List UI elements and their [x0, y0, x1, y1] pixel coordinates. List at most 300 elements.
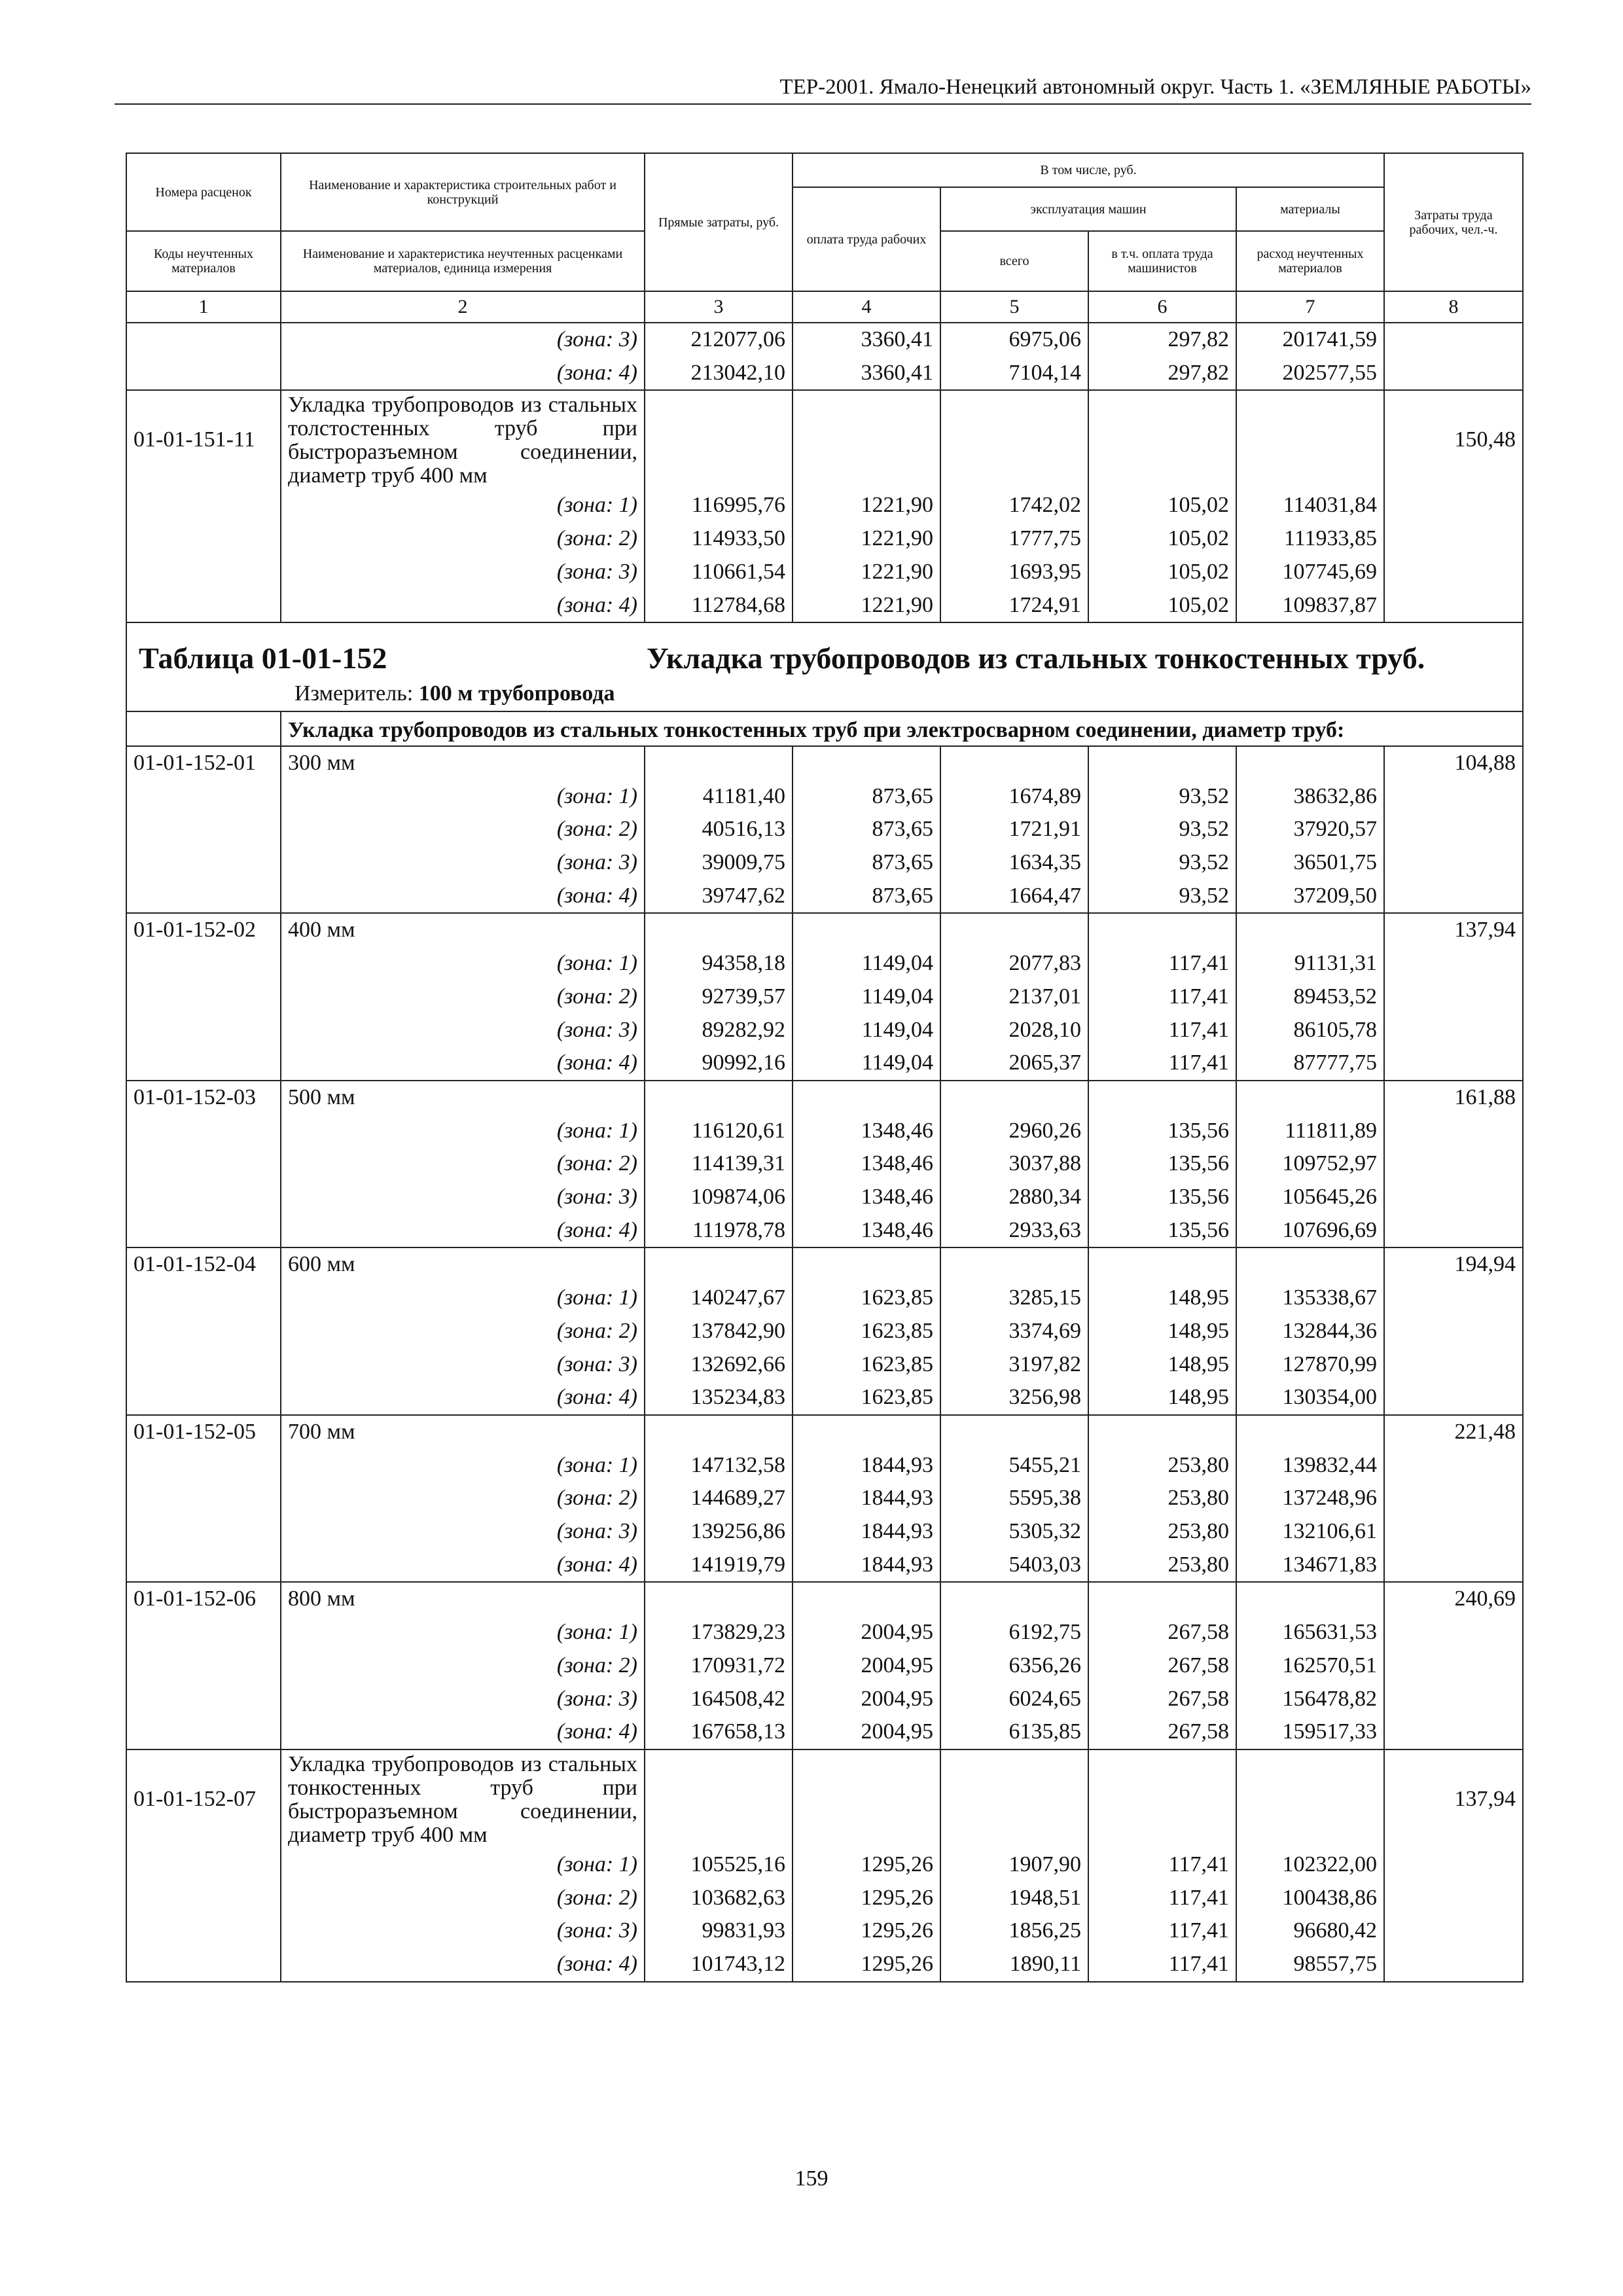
materials: 127870,99 [1236, 1348, 1384, 1382]
table-row [126, 1649, 1523, 1683]
empty-cell [645, 1081, 793, 1115]
rate-code-cell [126, 1549, 281, 1583]
rate-code-cell [126, 1214, 281, 1248]
zone-label: (зона: 3) [281, 323, 645, 357]
rate-code-cell [126, 556, 281, 589]
table-row [126, 323, 1523, 357]
machines-total: 1724,91 [940, 589, 1088, 623]
header-materials: материалы [1236, 187, 1384, 231]
machinist-wages: 267,58 [1088, 1683, 1236, 1716]
empty-cell [1088, 1582, 1236, 1616]
empty-cell [793, 1582, 940, 1616]
labor-cost-cell [1384, 1381, 1523, 1415]
materials: 109837,87 [1236, 589, 1384, 623]
labor-cost-cell [1384, 1848, 1523, 1882]
machines-total: 1948,51 [940, 1882, 1088, 1915]
direct-cost: 90992,16 [645, 1047, 793, 1081]
labor-cost-cell [1384, 1715, 1523, 1749]
rate-code-cell [126, 489, 281, 522]
direct-cost: 137842,90 [645, 1315, 793, 1348]
table-meter [139, 675, 1510, 711]
table-row [126, 1315, 1523, 1348]
wages: 1221,90 [793, 522, 940, 556]
machinist-wages: 253,80 [1088, 1482, 1236, 1515]
machinist-wages: 253,80 [1088, 1449, 1236, 1482]
machinist-wages: 135,56 [1088, 1181, 1236, 1214]
direct-cost: 39009,75 [645, 846, 793, 880]
machines-total: 3374,69 [940, 1315, 1088, 1348]
direct-cost: 164508,42 [645, 1683, 793, 1716]
materials: 201741,59 [1236, 323, 1384, 357]
empty-cell [1236, 1081, 1384, 1115]
empty-cell [645, 913, 793, 947]
empty-cell [793, 1081, 940, 1115]
machinist-wages: 93,52 [1088, 780, 1236, 814]
rate-code-cell [126, 846, 281, 880]
rate-code: 01-01-152-02 [126, 913, 281, 947]
empty-cell [1088, 1749, 1236, 1848]
empty-cell [1088, 1247, 1236, 1282]
header-including: В том числе, руб. [793, 153, 1384, 187]
machines-total: 2933,63 [940, 1214, 1088, 1248]
direct-cost: 111978,78 [645, 1214, 793, 1248]
machinist-wages: 117,41 [1088, 980, 1236, 1014]
rate-code: 01-01-152-07 [126, 1749, 281, 1848]
direct-cost: 135234,83 [645, 1381, 793, 1415]
table-row [126, 1181, 1523, 1214]
direct-cost: 109874,06 [645, 1181, 793, 1214]
empty-cell [1088, 913, 1236, 947]
wages: 873,65 [793, 846, 940, 880]
table-row [126, 1616, 1523, 1649]
rate-description: 500 мм [281, 1081, 645, 1115]
rate-description: 400 мм [281, 913, 645, 947]
zone-label: (зона: 3) [281, 1181, 645, 1214]
rate-code-cell [126, 1914, 281, 1948]
wages: 1348,46 [793, 1181, 940, 1214]
labor-cost-cell [1384, 357, 1523, 391]
zone-label: (зона: 2) [281, 980, 645, 1014]
zone-label: (зона: 1) [281, 780, 645, 814]
empty-cell [645, 1749, 793, 1848]
machinist-wages: 93,52 [1088, 880, 1236, 914]
direct-cost: 92739,57 [645, 980, 793, 1014]
labor-cost-cell [1384, 1047, 1523, 1081]
zone-label: (зона: 4) [281, 357, 645, 391]
zone-label: (зона: 3) [281, 556, 645, 589]
machines-total: 5455,21 [940, 1449, 1088, 1482]
materials: 134671,83 [1236, 1549, 1384, 1583]
labor-cost-cell [1384, 1616, 1523, 1649]
table-row [126, 980, 1523, 1014]
machines-total: 2028,10 [940, 1014, 1088, 1047]
machines-total: 7104,14 [940, 357, 1088, 391]
rate-code: 01-01-151-11 [126, 390, 281, 489]
header-work-name: Наименование и характеристика строительных работ и конструкций [281, 153, 645, 231]
table-row [126, 947, 1523, 980]
machinist-wages: 267,58 [1088, 1715, 1236, 1749]
zone-label: (зона: 4) [281, 1715, 645, 1749]
rate-description: Укладка трубопроводов из стальных толстостенных труб при быстроразъемном соединении, диаметр труб 400 мм [281, 390, 645, 489]
machinist-wages: 267,58 [1088, 1616, 1236, 1649]
header-wages: оплата труда рабочих [793, 187, 940, 291]
machines-total: 3256,98 [940, 1381, 1088, 1415]
table-row [126, 1683, 1523, 1716]
machines-total: 6356,26 [940, 1649, 1088, 1683]
table-row [126, 780, 1523, 814]
table-row [126, 556, 1523, 589]
rate-code: 01-01-152-05 [126, 1415, 281, 1449]
materials: 202577,55 [1236, 357, 1384, 391]
table-row [126, 1515, 1523, 1549]
machines-total: 5403,03 [940, 1549, 1088, 1583]
zone-label: (зона: 4) [281, 1047, 645, 1081]
table-row [126, 1014, 1523, 1047]
direct-cost: 141919,79 [645, 1549, 793, 1583]
direct-cost: 170931,72 [645, 1649, 793, 1683]
wages: 3360,41 [793, 357, 940, 391]
machines-total: 1693,95 [940, 556, 1088, 589]
table-row [126, 846, 1523, 880]
labor-cost-cell [1384, 980, 1523, 1014]
direct-cost: 103682,63 [645, 1882, 793, 1915]
labor-cost-cell [1384, 489, 1523, 522]
machinist-wages: 297,82 [1088, 323, 1236, 357]
table-label: Таблица 01-01-152 [139, 641, 387, 675]
page-number: 159 [794, 2166, 829, 2191]
labor-cost: 150,48 [1384, 390, 1523, 489]
column-number: 1 [126, 291, 281, 323]
machines-total: 1634,35 [940, 846, 1088, 880]
labor-cost-cell [1384, 1147, 1523, 1181]
machines-total: 3037,88 [940, 1147, 1088, 1181]
zone-label: (зона: 1) [281, 1848, 645, 1882]
labor-cost-cell [1384, 522, 1523, 556]
empty-cell [940, 746, 1088, 780]
column-number: 8 [1384, 291, 1523, 323]
materials: 36501,75 [1236, 846, 1384, 880]
table-row [126, 1147, 1523, 1181]
wages: 1295,26 [793, 1948, 940, 1982]
rate-code-cell [126, 1616, 281, 1649]
rate-code-cell [126, 1381, 281, 1415]
table-row [126, 1282, 1523, 1315]
machinist-wages: 117,41 [1088, 1948, 1236, 1982]
wages: 873,65 [793, 780, 940, 814]
rate-code-cell [126, 1515, 281, 1549]
zone-label: (зона: 1) [281, 1115, 645, 1148]
materials: 107696,69 [1236, 1214, 1384, 1248]
direct-cost: 114933,50 [645, 522, 793, 556]
column-number: 6 [1088, 291, 1236, 323]
column-numbers-row [126, 291, 1523, 323]
wages: 1348,46 [793, 1214, 940, 1248]
direct-cost: 110661,54 [645, 556, 793, 589]
machinist-wages: 148,95 [1088, 1348, 1236, 1382]
rate-code-cell [126, 1482, 281, 1515]
zone-label: (зона: 2) [281, 522, 645, 556]
machinist-wages: 105,02 [1088, 489, 1236, 522]
wages: 1221,90 [793, 589, 940, 623]
empty-cell [1236, 913, 1384, 947]
rate-code: 01-01-152-03 [126, 1081, 281, 1115]
rate-code-cell [126, 1715, 281, 1749]
zone-label: (зона: 3) [281, 846, 645, 880]
labor-cost-cell [1384, 813, 1523, 846]
empty-cell [793, 390, 940, 489]
wages: 1844,93 [793, 1515, 940, 1549]
labor-cost-cell [1384, 1914, 1523, 1948]
materials: 132844,36 [1236, 1315, 1384, 1348]
direct-cost: 140247,67 [645, 1282, 793, 1315]
empty-cell [1236, 1415, 1384, 1449]
wages: 1295,26 [793, 1914, 940, 1948]
rate-code-cell [126, 1115, 281, 1148]
wages: 1295,26 [793, 1848, 940, 1882]
rate-code-cell [126, 813, 281, 846]
labor-cost: 194,94 [1384, 1247, 1523, 1282]
machinist-wages: 135,56 [1088, 1147, 1236, 1181]
direct-cost: 99831,93 [645, 1914, 793, 1948]
direct-cost: 212077,06 [645, 323, 793, 357]
zone-label: (зона: 3) [281, 1014, 645, 1047]
zone-label: (зона: 1) [281, 1616, 645, 1649]
empty-cell [940, 390, 1088, 489]
empty-cell [1088, 746, 1236, 780]
materials: 165631,53 [1236, 1616, 1384, 1649]
table-row [126, 1214, 1523, 1248]
wages: 2004,95 [793, 1683, 940, 1716]
table-row [126, 880, 1523, 914]
machines-total: 1664,47 [940, 880, 1088, 914]
empty-cell [940, 1582, 1088, 1616]
rate-code-cell [126, 1948, 281, 1982]
labor-cost-cell [1384, 589, 1523, 623]
rate-description: 800 мм [281, 1582, 645, 1616]
materials: 111811,89 [1236, 1115, 1384, 1148]
table-row [126, 489, 1523, 522]
materials: 132106,61 [1236, 1515, 1384, 1549]
materials: 89453,52 [1236, 980, 1384, 1014]
zone-label: (зона: 2) [281, 1649, 645, 1683]
rate-code-cell [126, 1649, 281, 1683]
empty-cell [793, 913, 940, 947]
empty-cell [645, 1415, 793, 1449]
rate-code-cell [126, 1348, 281, 1382]
rate-code-cell [126, 522, 281, 556]
empty-cell [1236, 390, 1384, 489]
rate-code-cell [126, 1315, 281, 1348]
zone-label: (зона: 4) [281, 589, 645, 623]
machines-total: 1907,90 [940, 1848, 1088, 1882]
empty-cell [1236, 746, 1384, 780]
wages: 1623,85 [793, 1348, 940, 1382]
machinist-wages: 148,95 [1088, 1381, 1236, 1415]
machinist-wages: 117,41 [1088, 1882, 1236, 1915]
zone-label: (зона: 2) [281, 1482, 645, 1515]
direct-cost: 132692,66 [645, 1348, 793, 1382]
empty-cell [645, 1247, 793, 1282]
materials: 107745,69 [1236, 556, 1384, 589]
empty-cell [1088, 1415, 1236, 1449]
rate-code-cell [126, 1014, 281, 1047]
empty-cell [793, 1247, 940, 1282]
machines-total: 2960,26 [940, 1115, 1088, 1148]
wages: 1221,90 [793, 556, 940, 589]
zone-label: (зона: 1) [281, 489, 645, 522]
wages: 2004,95 [793, 1649, 940, 1683]
rate-code: 01-01-152-06 [126, 1582, 281, 1616]
rate-description: Укладка трубопроводов из стальных тонкостенных труб при быстроразъемном соединении, диаметр труб 400 мм [281, 1749, 645, 1848]
machinist-wages: 253,80 [1088, 1515, 1236, 1549]
table-header [126, 153, 1523, 323]
machines-total: 6135,85 [940, 1715, 1088, 1749]
zone-label: (зона: 4) [281, 1948, 645, 1982]
machines-total: 1742,02 [940, 489, 1088, 522]
table-row [126, 1047, 1523, 1081]
zone-label: (зона: 3) [281, 1914, 645, 1948]
wages: 1348,46 [793, 1147, 940, 1181]
machinist-wages: 148,95 [1088, 1282, 1236, 1315]
wages: 2004,95 [793, 1715, 940, 1749]
empty-cell [793, 1749, 940, 1848]
column-number: 3 [645, 291, 793, 323]
rate-code-cell [126, 1181, 281, 1214]
materials: 96680,42 [1236, 1914, 1384, 1948]
direct-cost: 112784,68 [645, 589, 793, 623]
machinist-wages: 93,52 [1088, 813, 1236, 846]
machinist-wages: 105,02 [1088, 556, 1236, 589]
running-header: ТЕР-2001. Ямало-Ненецкий автономный округ. Часть 1. «ЗЕМЛЯНЫЕ РАБОТЫ» [115, 71, 1531, 105]
header-machinist-wages: в т.ч. оплата труда машинистов [1088, 231, 1236, 291]
wages: 1149,04 [793, 1014, 940, 1047]
materials: 98557,75 [1236, 1948, 1384, 1982]
direct-cost: 144689,27 [645, 1482, 793, 1515]
section-heading: Укладка трубопроводов из стальных тонкостенных труб при электросварном соединении, диаметр труб: [281, 711, 1523, 746]
machinist-wages: 93,52 [1088, 846, 1236, 880]
direct-cost: 173829,23 [645, 1616, 793, 1649]
materials: 162570,51 [1236, 1649, 1384, 1683]
rate-code-cell [126, 589, 281, 623]
empty-cell [645, 1582, 793, 1616]
labor-cost-cell [1384, 1348, 1523, 1382]
wages: 1844,93 [793, 1482, 940, 1515]
labor-cost-cell [1384, 1014, 1523, 1047]
wages: 873,65 [793, 880, 940, 914]
rate-description: 300 мм [281, 746, 645, 780]
machines-total: 2137,01 [940, 980, 1088, 1014]
rate-code-cell [126, 1147, 281, 1181]
meter-label: Измеритель: [294, 681, 414, 706]
machines-total: 1856,25 [940, 1914, 1088, 1948]
wages: 2004,95 [793, 1616, 940, 1649]
machinist-wages: 135,56 [1088, 1214, 1236, 1248]
labor-cost: 161,88 [1384, 1081, 1523, 1115]
materials: 135338,67 [1236, 1282, 1384, 1315]
empty-cell [645, 390, 793, 489]
header-labor-costs: Затраты труда рабочих, чел.-ч. [1384, 153, 1523, 291]
direct-cost: 105525,16 [645, 1848, 793, 1882]
table-row [126, 1882, 1523, 1915]
table-152-title-row [126, 622, 1523, 711]
labor-cost-cell [1384, 1515, 1523, 1549]
materials: 109752,97 [1236, 1147, 1384, 1181]
empty-cell [940, 1247, 1088, 1282]
column-number: 7 [1236, 291, 1384, 323]
rate-head-row [126, 1415, 1523, 1449]
rate-head-row [126, 1749, 1523, 1848]
zone-label: (зона: 4) [281, 1549, 645, 1583]
table-row [126, 813, 1523, 846]
empty-cell [940, 1749, 1088, 1848]
machinist-wages: 105,02 [1088, 522, 1236, 556]
table-row [126, 1715, 1523, 1749]
wages: 1844,93 [793, 1549, 940, 1583]
direct-cost: 167658,13 [645, 1715, 793, 1749]
empty-cell [1088, 1081, 1236, 1115]
machines-total: 3285,15 [940, 1282, 1088, 1315]
machines-total: 1674,89 [940, 780, 1088, 814]
zone-label: (зона: 4) [281, 880, 645, 914]
machines-total: 1721,91 [940, 813, 1088, 846]
labor-cost-cell [1384, 1549, 1523, 1583]
rate-head-row [126, 1582, 1523, 1616]
wages: 1623,85 [793, 1282, 940, 1315]
machines-total: 6024,65 [940, 1683, 1088, 1716]
materials: 105645,26 [1236, 1181, 1384, 1214]
rate-code-cell [126, 780, 281, 814]
labor-cost-cell [1384, 1282, 1523, 1315]
table-row [126, 1914, 1523, 1948]
header-material-name: Наименование и характеристика неучтенных расценками материалов, единица измерения [281, 231, 645, 291]
machines-total: 6975,06 [940, 323, 1088, 357]
direct-cost: 147132,58 [645, 1449, 793, 1482]
wages: 1221,90 [793, 489, 940, 522]
empty-cell [1088, 390, 1236, 489]
rate-code-cell [126, 1882, 281, 1915]
materials: 91131,31 [1236, 947, 1384, 980]
labor-cost-cell [1384, 323, 1523, 357]
materials: 114031,84 [1236, 489, 1384, 522]
machines-total: 2880,34 [940, 1181, 1088, 1214]
direct-cost: 39747,62 [645, 880, 793, 914]
rate-code-cell [126, 357, 281, 391]
labor-cost-cell [1384, 780, 1523, 814]
table-row [126, 1449, 1523, 1482]
labor-cost-cell [1384, 1214, 1523, 1248]
zone-label: (зона: 3) [281, 1683, 645, 1716]
machinist-wages: 148,95 [1088, 1315, 1236, 1348]
materials: 111933,85 [1236, 522, 1384, 556]
materials: 87777,75 [1236, 1047, 1384, 1081]
direct-cost: 213042,10 [645, 357, 793, 391]
rate-code-cell [126, 323, 281, 357]
labor-cost: 104,88 [1384, 746, 1523, 780]
table-row [126, 357, 1523, 391]
materials: 130354,00 [1236, 1381, 1384, 1415]
labor-cost-cell [1384, 1115, 1523, 1148]
labor-cost-cell [1384, 1181, 1523, 1214]
table-row [126, 1115, 1523, 1148]
machines-total: 2077,83 [940, 947, 1088, 980]
header-machines-total: всего [940, 231, 1088, 291]
table-row [126, 1848, 1523, 1882]
empty-cell [793, 746, 940, 780]
machinist-wages: 297,82 [1088, 357, 1236, 391]
column-number: 4 [793, 291, 940, 323]
column-number: 5 [940, 291, 1088, 323]
table-row [126, 1482, 1523, 1515]
